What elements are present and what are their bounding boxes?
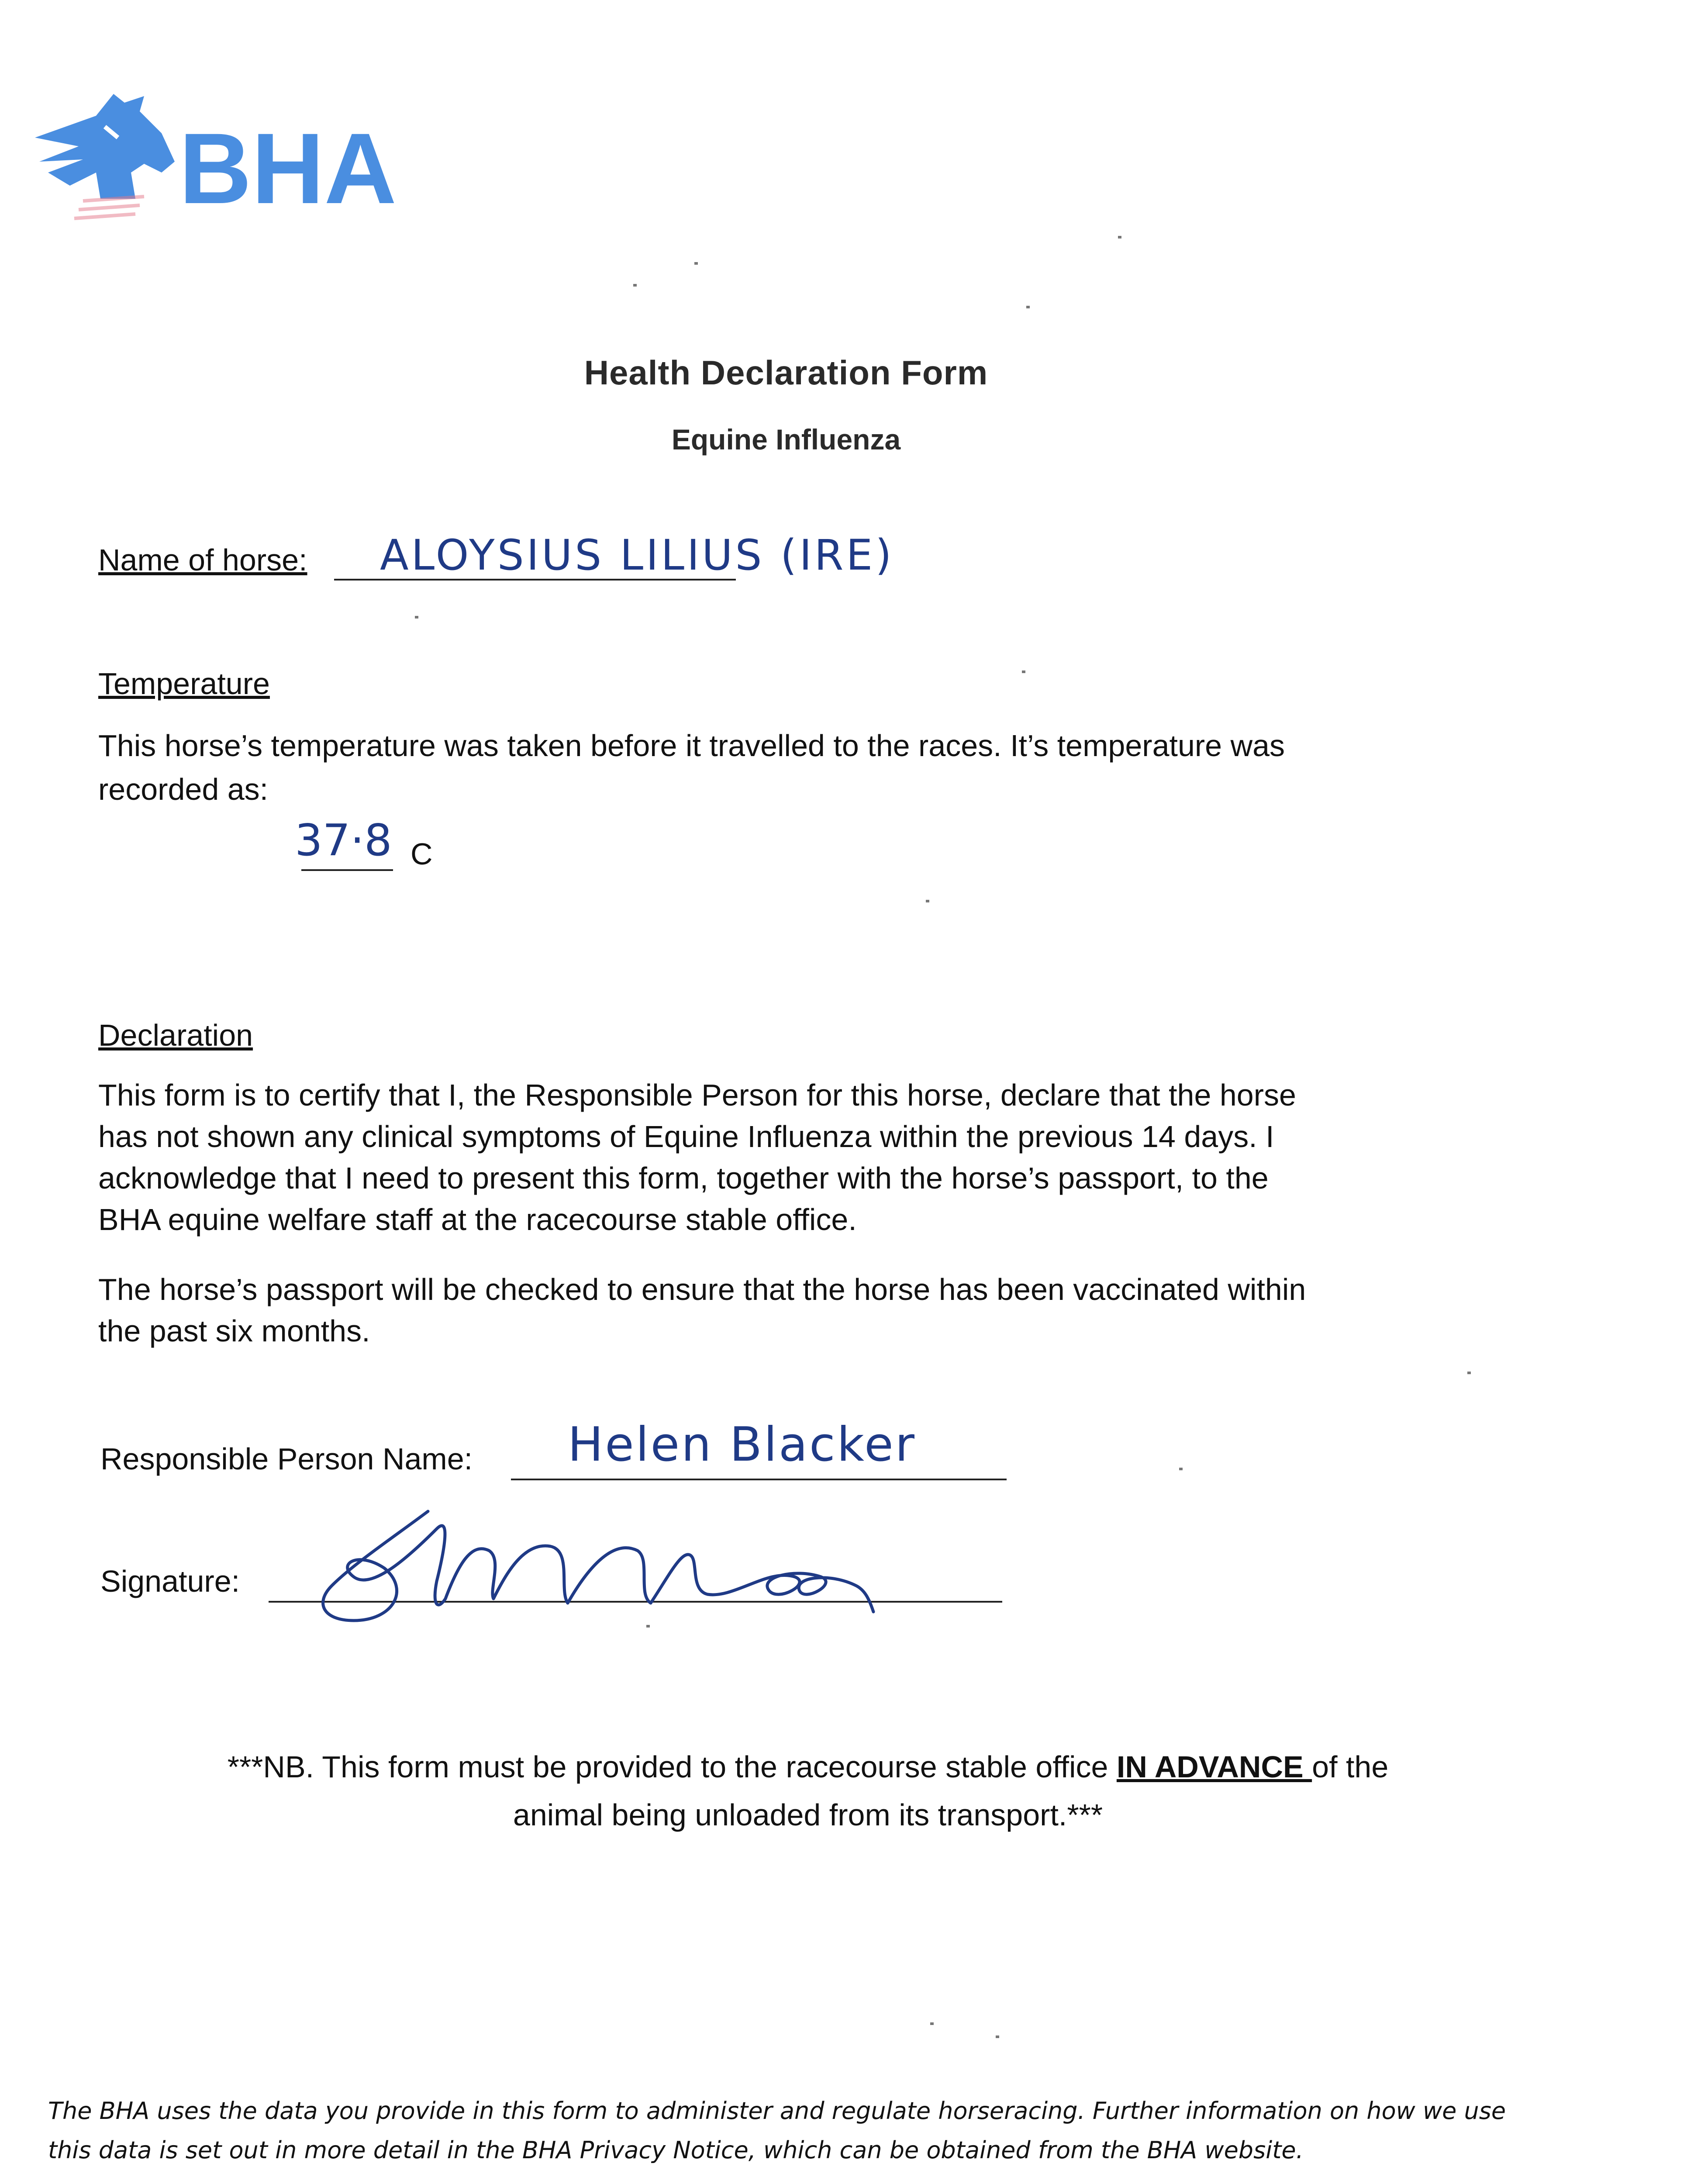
horse-head-logo-icon: [31, 85, 415, 229]
scan-speck: [1022, 670, 1025, 673]
declaration-para1-line1: This form is to certify that I, the Responsible Person for this horse, declare that the horse: [98, 1078, 1296, 1112]
privacy-footer-line2: this data is set out in more detail in the BHA Privacy Notice, which can be obtained from the BHA website.: [48, 2136, 1304, 2164]
declaration-para1-line2: has not shown any clinical symptoms of Equine Influenza within the previous 14 days. I: [98, 1120, 1274, 1154]
temperature-value: 37·8: [295, 815, 392, 866]
bha-logo: [31, 85, 415, 229]
temperature-unit: C: [411, 837, 433, 871]
form-title: Health Declaration Form: [584, 353, 988, 392]
scan-speck: [1179, 1468, 1183, 1470]
responsible-person-label: Responsible Person Name:: [100, 1442, 473, 1476]
advance-notice-line2: animal being unloaded from its transport.***: [513, 1798, 1103, 1832]
responsible-person-line: [511, 1479, 1007, 1480]
scan-speck: [996, 2035, 999, 2038]
horse-name-value: ALOYSIUS LILIUS (IRE): [380, 531, 894, 580]
notice-prefix: ***NB. This form must be provided to the racecourse stable office: [227, 1750, 1117, 1784]
privacy-footer-line1: The BHA uses the data you provide in this form to administer and regulate horseracing. Further information on how we use: [48, 2097, 1506, 2125]
horse-name-label: Name of horse:: [98, 543, 307, 577]
responsible-person-value: Helen Blacker: [568, 1417, 917, 1472]
declaration-para1-line4: BHA equine welfare staff at the racecourse stable office.: [98, 1203, 857, 1237]
declaration-para2-line2: the past six months.: [98, 1314, 370, 1348]
notice-suffix: of the: [1312, 1750, 1389, 1784]
form-subtitle: Equine Influenza: [671, 423, 901, 456]
scan-speck: [926, 900, 929, 902]
temperature-line: [301, 869, 393, 871]
scan-speck: [633, 284, 637, 287]
scan-speck: [1118, 236, 1121, 238]
temperature-text-line1: This horse’s temperature was taken before it travelled to the races. It’s temperature was: [98, 729, 1285, 763]
temperature-heading: Temperature: [98, 667, 270, 701]
scan-speck: [415, 616, 418, 619]
declaration-para2-line1: The horse’s passport will be checked to ensure that the horse has been vaccinated within: [98, 1272, 1306, 1306]
temperature-text-line2: recorded as:: [98, 772, 269, 806]
advance-notice: [87, 1743, 1528, 1791]
signature-label: Signature:: [100, 1564, 240, 1598]
logo-text: BHA: [179, 112, 397, 225]
declaration-heading: Declaration: [98, 1018, 253, 1052]
scan-speck: [646, 1625, 650, 1628]
scan-speck: [1467, 1372, 1471, 1374]
notice-emphasis: IN ADVANCE: [1116, 1750, 1312, 1784]
declaration-para1-line3: acknowledge that I need to present this form, together with the horse’s passport, to the: [98, 1161, 1269, 1195]
scan-speck: [694, 262, 698, 265]
signature-image: [306, 1503, 961, 1634]
scan-speck: [930, 2022, 934, 2025]
scan-speck: [1026, 306, 1030, 308]
